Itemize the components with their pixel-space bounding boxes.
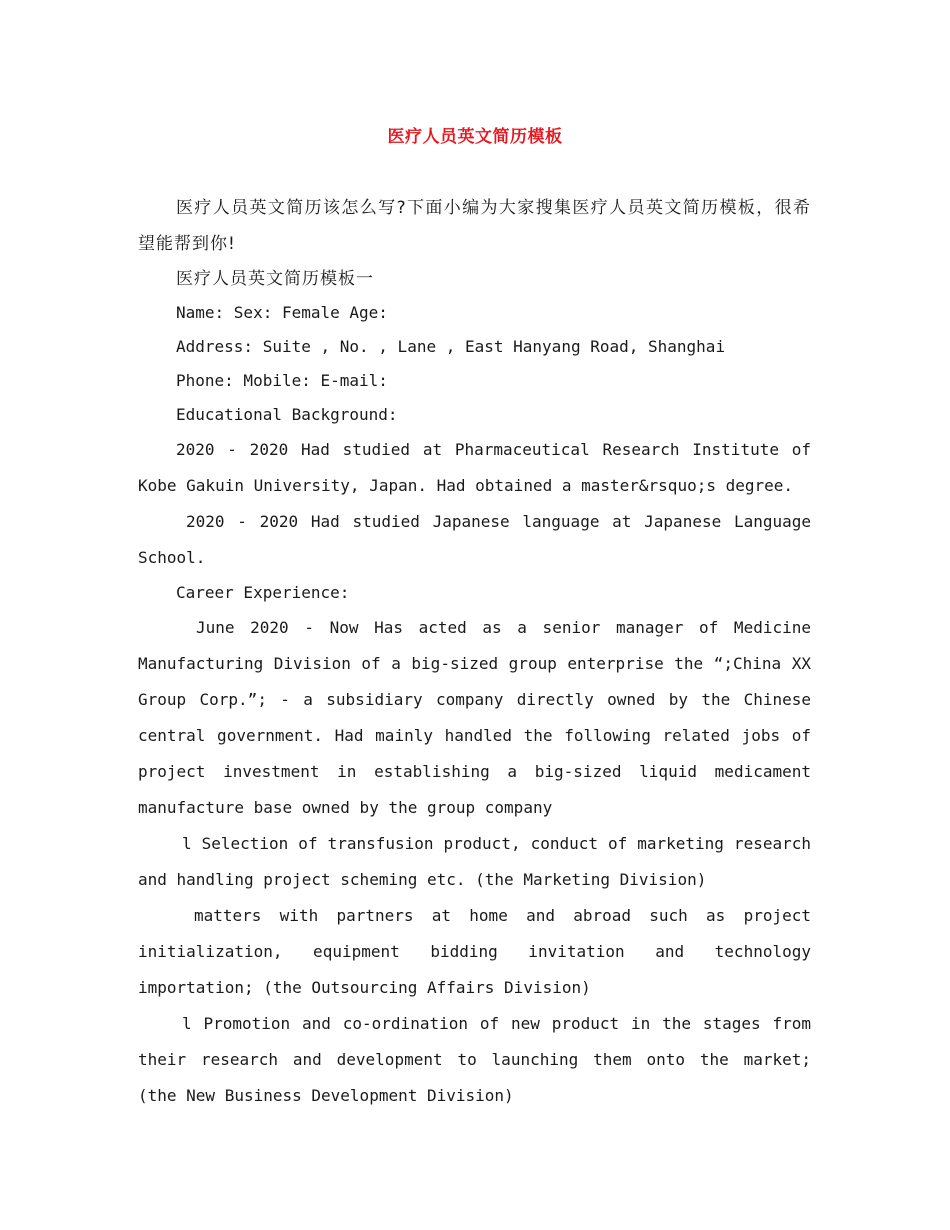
personal-info-line: Name: Sex: Female Age: — [176, 303, 388, 322]
career-duty-3: l Promotion and co-ordination of new product in the stages from their research and development to launching them onto the market; (the New Business Development Division) — [138, 1014, 811, 1105]
education-entry-1: 2020 - 2020 Had studied at Pharmaceutical Research Institute of Kobe Gakuin University, Japan. Had obtained a master&rsquo;s degree. — [138, 440, 811, 495]
education-entry-2: 2020 - 2020 Had studied Japanese language at Japanese Language School. — [138, 512, 811, 567]
document-body — [138, 190, 811, 1114]
section-heading-template-one: 医疗人员英文简历模板一 — [176, 269, 374, 289]
career-duty-2: matters with partners at home and abroad such as project initialization, equipment bidding invitation and technology importation; (the Outsourcing Affairs Division) — [138, 906, 811, 997]
intro-paragraph: 医疗人员英文简历该怎么写?下面小编为大家搜集医疗人员英文简历模板，很希望能帮到你! — [138, 198, 811, 254]
address-line: Address: Suite , No. , Lane , East Hanyang Road, Shanghai — [176, 337, 726, 356]
document-title: 医疗人员英文简历模板 — [387, 127, 563, 147]
career-entry: June 2020 - Now Has acted as a senior manager of Medicine Manufacturing Division of a big-sized group enterprise the “;China XX Group Corp.”; - a subsidiary company directly owned by the Chinese central government. Had mainly handled the following related jobs of project investment in establishing a big-sized liquid medicament manufacture base owned by the group company — [138, 618, 811, 817]
education-heading: Educational Background: — [176, 405, 398, 424]
career-duty-1: l Selection of transfusion product, conduct of marketing research and handling project scheming etc. (the Marketing Division) — [138, 834, 811, 889]
contact-line: Phone: Mobile: E-mail: — [176, 371, 388, 390]
career-heading: Career Experience: — [176, 583, 350, 602]
